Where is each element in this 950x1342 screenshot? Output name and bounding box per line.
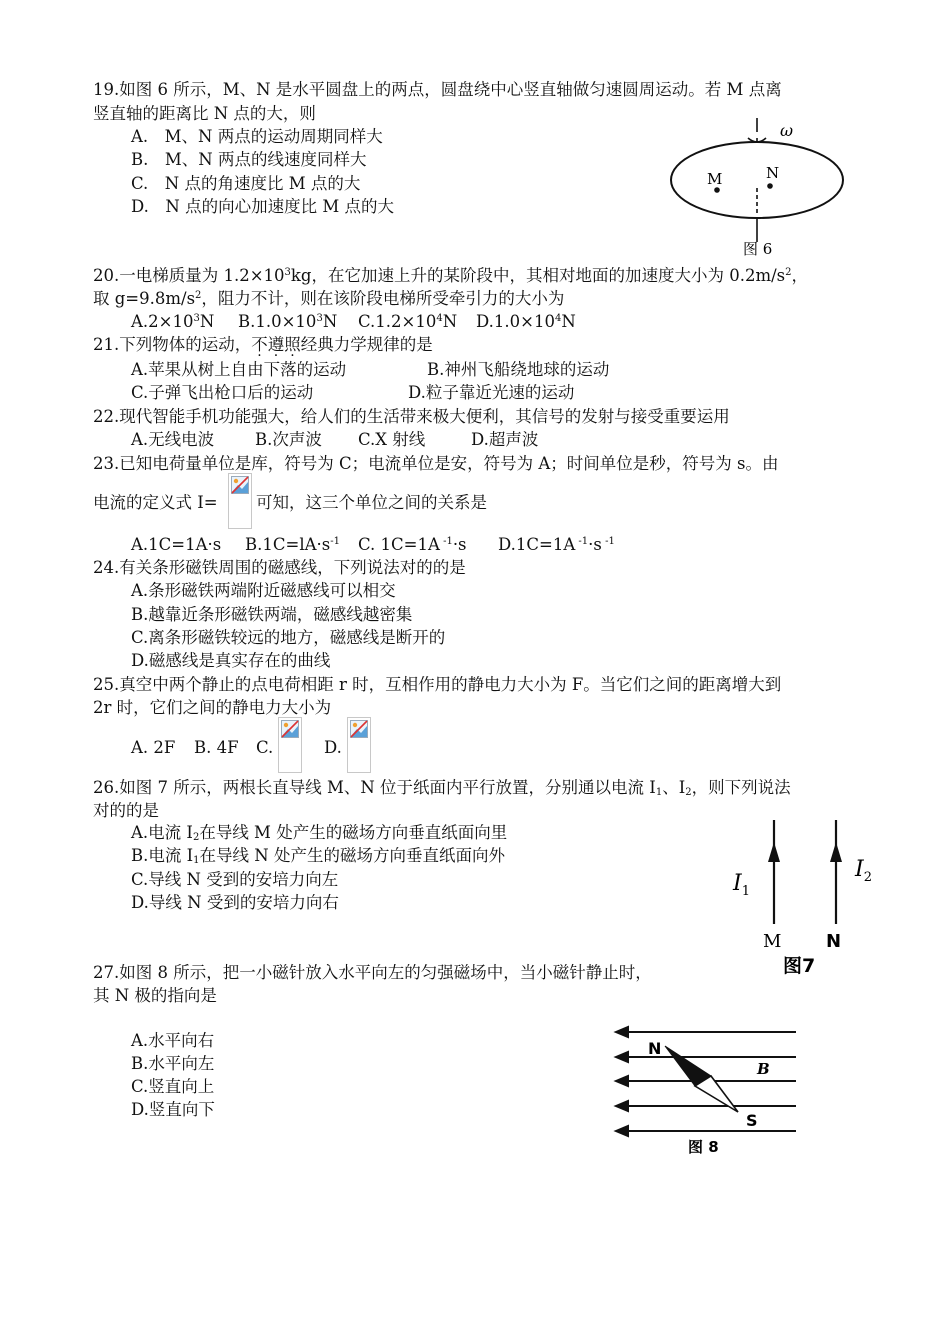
q27-option-c: C.竖直向上 (131, 1077, 215, 1096)
q24-stem: 24.有关条形磁铁周围的磁感线，下列说法对的的是 (93, 558, 466, 577)
figure-7-parallel-wires (725, 812, 895, 982)
q27-option-b: B.水平向左 (131, 1054, 215, 1073)
option-c-image-placeholder (278, 717, 302, 773)
q19-stem-line2: 竖直轴的距离比 N 点的大，则 (93, 104, 316, 123)
q25-option-a: A. 2F (131, 738, 176, 757)
q19-option-d: D. N 点的向心加速度比 M 点的大 (131, 197, 394, 216)
q21-stem: 21.下列物体的运动，不遵照经典力学规律的是 (93, 335, 433, 354)
q20-option-a: $A.2\times 10^3N$ (131, 312, 215, 331)
q22-option-a: A.无线电波 (131, 430, 215, 449)
q27-stem-line2: 其 N 极的指向是 (93, 986, 217, 1005)
figure-8-compass-in-field (610, 1020, 805, 1160)
q20-stem-line2: 取 $g=9.8m/s^2$，阻力不计，则在该阶段电梯所受牵引力的大小为 (93, 289, 565, 308)
q23-stem-line2-b: 可知，这三个单位之间的关系是 (256, 493, 487, 512)
fig6-m-label: M (707, 170, 723, 188)
q26-stem-line2: 对的的是 (93, 801, 159, 820)
q23-option-a: A.1C=1A·s (131, 535, 222, 554)
q26-stem-line1: 26.如图 7 所示，两根长直导线 M、N 位于纸面内平行放置，分别通以电流 $I_1$、$I_2$，则下列说法 (93, 778, 791, 798)
q25-stem-line1: 25.真空中两个静止的点电荷相距 r 时，互相作用的静电力大小为 F。当它们之间的距离增大到 (93, 675, 782, 694)
q25-option-d: D. (324, 738, 342, 757)
figure-6-rotating-disk (660, 118, 860, 260)
q26-option-d: D.导线 N 受到的安培力向右 (131, 893, 339, 912)
q19-option-c: C. N 点的角速度比 M 点的大 (131, 174, 361, 193)
q23-option-d: D.1C=1A $^{-1}$·s $^{-1}$ (498, 535, 615, 554)
q22-option-c: C.X 射线 (358, 430, 426, 449)
q22-option-b: B.次声波 (255, 430, 322, 449)
q23-option-b: $B.1C=lA\cdot s^{-1}$ (245, 535, 340, 554)
q21-option-c: C.子弹飞出枪口后的运动 (131, 383, 314, 402)
q22-stem: 22.现代智能手机功能强大，给人们的生活带来极大便利，其信号的发射与接受重要运用 (93, 407, 730, 426)
q21-emphasis-char: 不 (251, 335, 268, 354)
q26-option-c: C.导线 N 受到的安培力向左 (131, 870, 339, 889)
fig6-omega-label: ω (780, 121, 794, 140)
fig7-i2-label: $I_2$ (855, 857, 872, 885)
q21-emphasis-char: 照 (284, 335, 301, 354)
fig8-s-label: S (746, 1111, 758, 1130)
option-d-image-placeholder (347, 717, 371, 773)
q26-option-a: A.电流 $I_2$在导线 M 处产生的磁场方向垂直纸面向里 (131, 823, 508, 843)
fig6-caption: 图 6 (743, 240, 773, 258)
q24-option-a: A.条形磁铁两端附近磁感线可以相交 (131, 581, 396, 600)
q22-option-d: D.超声波 (471, 430, 539, 449)
fig8-n-label: N (648, 1039, 662, 1058)
q20-option-b: $B.1.0\times 10^3N$ (238, 312, 338, 331)
broken-image-icon (350, 720, 368, 738)
q25-stem-line2: 2r 时，它们之间的静电力大小为 (93, 698, 332, 717)
q20-option-c: $C.1.2\times 10^4N$ (358, 312, 458, 331)
q24-option-b: B.越靠近条形磁铁两端，磁感线越密集 (131, 605, 413, 624)
q27-stem-line1: 27.如图 8 所示，把一小磁针放入水平向左的匀强磁场中，当小磁针静止时， (93, 963, 652, 982)
broken-image-icon (281, 720, 299, 738)
q24-option-d: D.磁感线是真实存在的曲线 (131, 651, 331, 670)
q26-option-b: B.电流 $I_1$在导线 N 处产生的磁场方向垂直纸面向外 (131, 846, 505, 866)
q20-option-d: $D.1.0\times 10^4N$ (476, 312, 576, 331)
q19-stem-line1: 19.如图 6 所示，M、N 是水平圆盘上的两点，圆盘绕中心竖直轴做匀速圆周运动。若 M 点离 (93, 80, 782, 99)
q19-option-a: A. M、N 两点的运动周期同样大 (131, 127, 383, 146)
fig8-b-label: B (757, 1060, 770, 1078)
q27-option-a: A.水平向右 (131, 1031, 215, 1050)
q21-option-d: D.粒子靠近光速的运动 (408, 383, 575, 402)
q21-option-a: A.苹果从树上自由下落的运动 (131, 360, 347, 379)
fig7-caption: 图7 (783, 955, 816, 977)
q23-stem-line1: 23.已知电荷量单位是库，符号为 C；电流单位是安，符号为 A；时间单位是秒，符号为 s。由 (93, 454, 779, 473)
formula-image-placeholder (228, 473, 252, 529)
q21-option-b: B.神州飞船绕地球的运动 (427, 360, 610, 379)
fig6-n-label: N (766, 164, 780, 182)
fig7-m-label: M (763, 931, 782, 952)
broken-image-icon (231, 476, 249, 494)
q25-option-c: C. (256, 738, 274, 757)
fig8-caption: 图 8 (688, 1138, 719, 1156)
q23-option-c: C. 1C=1A $^{-1}$·s (358, 535, 467, 554)
q23-stem-line2-a: 电流的定义式 I= (93, 493, 218, 512)
q25-option-b: B. 4F (194, 738, 239, 757)
q21-emphasis-char: 遵 (267, 335, 285, 354)
fig7-i1-label: $I_1$ (733, 871, 750, 899)
q20-stem-line1: 20.一电梯质量为 $1.2\times 10^3kg$，在它加速上升的某阶段中，其相对地面的加速度大小为 $0.2m/s^2$， (93, 266, 809, 285)
q24-option-c: C.离条形磁铁较远的地方，磁感线是断开的 (131, 628, 446, 647)
fig7-n-label: N (826, 931, 842, 952)
q19-option-b: B. M、N 两点的线速度同样大 (131, 150, 367, 169)
q27-option-d: D.竖直向下 (131, 1100, 215, 1119)
